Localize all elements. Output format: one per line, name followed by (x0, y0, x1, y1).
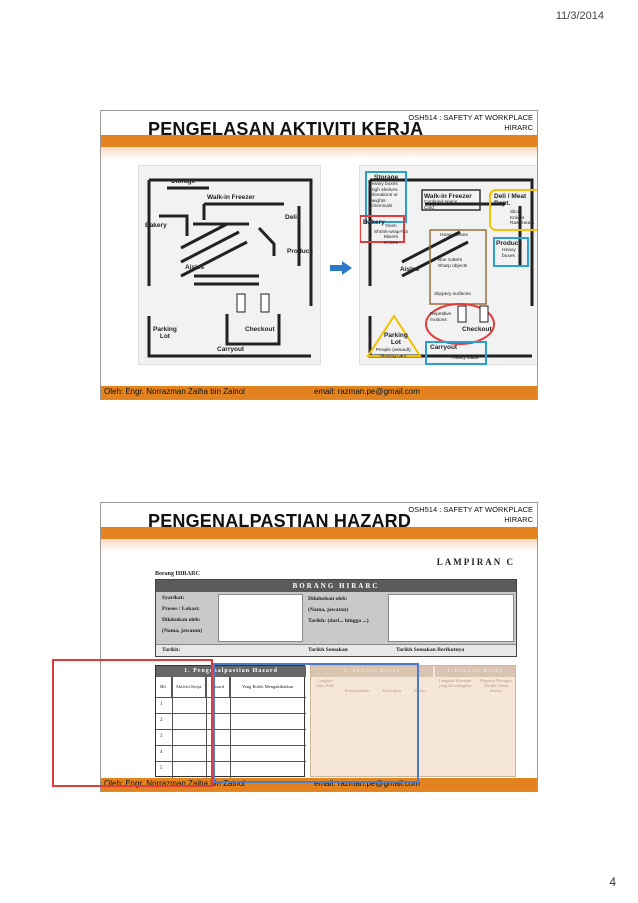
row-number: 4 (160, 750, 163, 755)
col-pegawai: Pegawai Bertugas (Tarikh Tamat Status) (480, 678, 512, 693)
col-akibat: Yang Boleh Mengakibatkan (241, 684, 294, 690)
right-input-area (388, 594, 514, 642)
hz-note-box: Box cutters Sharp objects (438, 258, 468, 269)
slide-footer (101, 386, 537, 399)
row-number: 5 (160, 766, 163, 771)
plan-label-storage: Storage (171, 178, 196, 185)
hz-label-storage: Storage (374, 174, 399, 181)
col-risiko: Risiko (414, 688, 426, 693)
appendix-label: LAMPIRAN C (436, 557, 515, 567)
hz-note-produce: Heavy boxes (502, 248, 516, 259)
hz-note-carryout: Heavy loads (452, 356, 479, 361)
plan-label-deli: Deli (285, 214, 297, 221)
section3-header: 3. Kawalan Risiko (435, 666, 515, 677)
plan-label-aisles: Aisles (185, 264, 205, 271)
slide-header (101, 111, 537, 151)
hz-label-deli (494, 193, 526, 207)
hz-label-aisles: Aisles (400, 266, 420, 273)
deli-word: Deli / Meat (494, 193, 527, 200)
course-line1: OSH514 : SAFETY AT WORKPLACE (408, 505, 533, 514)
col-langkah: Langkah (Jika Ada) (315, 678, 335, 688)
arrow-right-icon (330, 261, 352, 275)
row-number: 3 (160, 734, 163, 739)
field-nama1: (Nama, jawatan) (162, 628, 203, 634)
lot-word: Lot (159, 333, 170, 340)
course-line2: HIRARC (504, 123, 533, 132)
hz-note-deli: Slicer Knives Raw meats (510, 210, 534, 227)
hz-label-parking (384, 332, 408, 346)
footer-email: email: razman.pe@gmail.com (314, 779, 420, 788)
field-proses: Proses / Lokasi: (162, 606, 200, 612)
field-nama2: (Nama, jawatan) (308, 607, 349, 613)
hz-note-bakery: Oven Shrink-wrap-hot Mixers Knives (374, 224, 408, 246)
hz-note-freezer: Confined space Cold (424, 200, 458, 211)
field-tarikh-berikut: Tarikh Semakan Berikutnya (396, 647, 465, 653)
footer-author: Oleh: Engr. Norrazman Zaiha bin Zainol (104, 387, 245, 396)
plan-label-parking (153, 326, 177, 340)
slide-course (408, 505, 533, 525)
hz-parking-word: Parking (384, 332, 408, 339)
slide-title: PENGENALPASTIAN HAZARD (148, 511, 412, 531)
hz-note-parking: People (assault) Moving cars (376, 348, 411, 359)
footer-email: email: razman.pe@gmail.com (314, 387, 420, 396)
plan-label-checkout: Checkout (245, 326, 275, 333)
form-fields (156, 592, 516, 644)
plan-label-freezer: Walk-in Freezer (207, 194, 255, 201)
left-input-area (218, 594, 303, 642)
footer-author: Oleh: Engr. Norrazman Zaiha bin Zainol (104, 779, 245, 788)
page-number: 4 (609, 875, 616, 889)
form-date-row (156, 644, 516, 656)
hz-label-carryout: Carryout (430, 344, 458, 351)
highlight-risk-box (213, 663, 419, 783)
plan-label-carryout: Carryout (217, 346, 245, 353)
header-gradient (101, 147, 537, 159)
section1-header: 1. Pengenalpastian Hazard (156, 666, 306, 677)
slide-course (408, 113, 533, 133)
hz-label-freezer: Walk-in Freezer (424, 193, 472, 200)
slide-activity-classification (100, 110, 538, 400)
col-aktiviti: Aktiviti Kerja (172, 677, 206, 697)
row-number: 1 (160, 702, 163, 707)
hz-label-produce: Produce (496, 240, 523, 247)
header-gradient (101, 539, 537, 551)
dept-word: Dept. (494, 200, 511, 207)
section2-header: 2. Analisis Risiko (311, 666, 433, 677)
field-dilakukan: Dilakukan oleh: (162, 617, 201, 623)
plan-label-produce: Produce (287, 248, 314, 255)
plan-label-bakery: Bakery (145, 222, 167, 229)
field-tarikh-range: Tarikh: (dari... hingga ...) (308, 618, 369, 624)
hz-label-bakery: Bakery (363, 219, 385, 226)
col-hazard: Hazard (206, 677, 230, 697)
parking-word: Parking (153, 326, 177, 333)
slide-title: PENGELASAN AKTIVITI KERJA (148, 119, 424, 139)
course-line2: HIRARC (504, 515, 533, 524)
form-box-title: BORANG HIRARC (156, 580, 516, 592)
field-tarikh-semakan: Tarikh Semakan (308, 647, 348, 653)
hz-note-slippery: Slippery surfaces (434, 292, 471, 297)
form-header-box (155, 579, 517, 657)
hz-note-repetitive: Repetitive motions (430, 312, 452, 323)
col-keterukan: Keterukan (382, 688, 402, 693)
highlight-hazard-id-box (52, 659, 213, 787)
field-diluluskan: Diluluskan oleh: (308, 596, 348, 602)
hz-note-storage: Heavy boxes High shelves Elevations or heights Chemicals (370, 182, 398, 210)
field-syarikat: Syarikat: (162, 595, 185, 601)
course-line1: OSH514 : SAFETY AT WORKPLACE (408, 113, 533, 122)
hz-label-checkout: Checkout (462, 326, 492, 333)
hz-lot-word: Lot (390, 339, 401, 346)
slide-header (101, 503, 537, 543)
col-langkah-kawalan: Langkah Kawalan yang Dicadangkan (438, 678, 472, 688)
store-plan-hazards (359, 165, 538, 365)
col-bil: Bil. (156, 677, 172, 697)
page-date: 11/3/2014 (555, 10, 604, 22)
col-kemungkinan: Kemungkinan (344, 688, 370, 693)
hz-note-heavy: Heavy boxes (440, 233, 468, 238)
form-label: Borang HIRARC (155, 571, 200, 577)
store-plan-original (138, 165, 321, 365)
row-number: 2 (160, 718, 163, 723)
field-tarikh: Tarikh: (162, 647, 181, 653)
